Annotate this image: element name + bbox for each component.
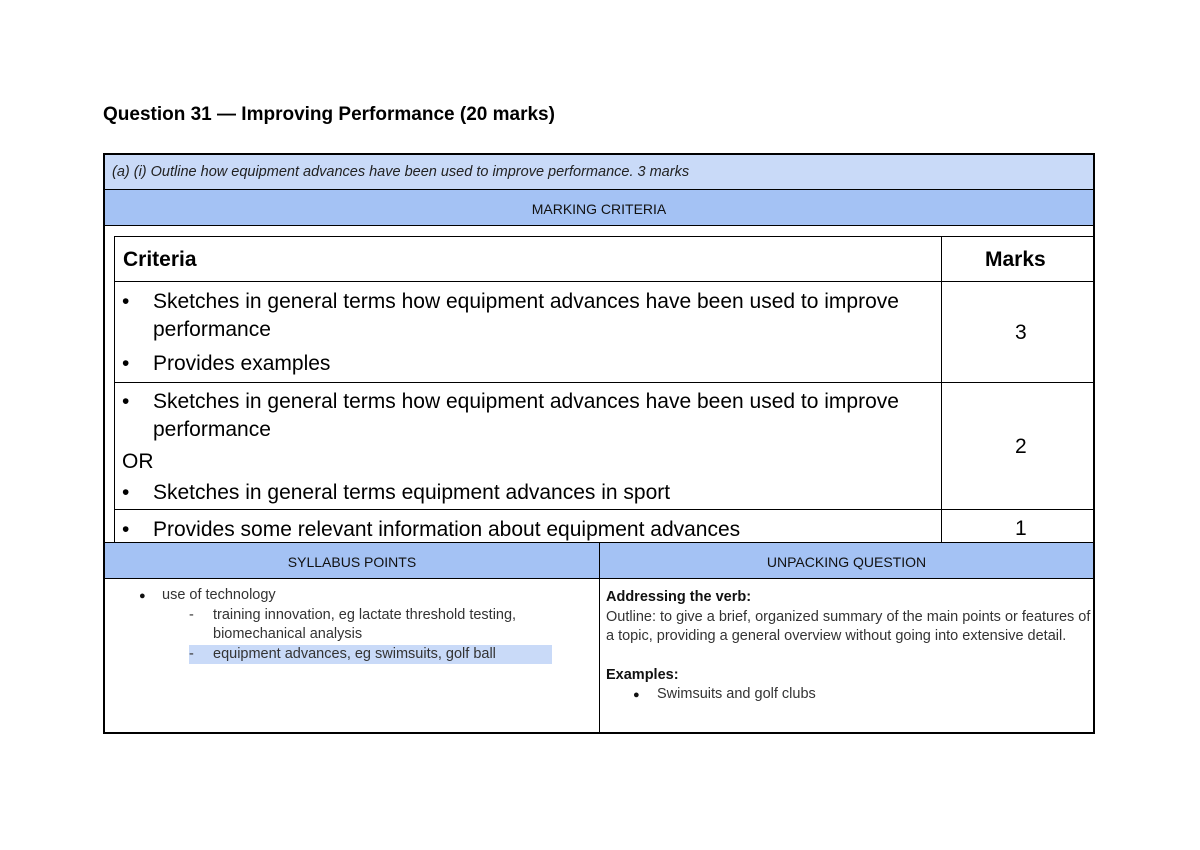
- bullet: ●: [139, 590, 146, 602]
- examples-heading: Examples:: [606, 666, 679, 683]
- marks-column-header: Marks: [985, 248, 1046, 271]
- list-item: [189, 646, 213, 662]
- list-item: [606, 685, 1093, 706]
- mark-value: 2: [1015, 435, 1027, 458]
- list-item: [189, 607, 213, 623]
- verb-definition: Outline: to give a brief, organized summary of the main points or features of a topic, providing a general overview without going into extensive detail.: [606, 608, 1091, 644]
- verb-heading: Addressing the verb:: [606, 589, 752, 605]
- bullet: •: [122, 390, 130, 413]
- question-table: [103, 153, 1095, 734]
- sub-point-line: biomechanical analysis: [213, 626, 363, 642]
- bullet: •: [122, 352, 130, 375]
- criteria-row-2: [122, 388, 923, 507]
- criteria-row-3: [122, 288, 923, 378]
- list-item: [139, 587, 276, 603]
- example-text: Swimsuits and golf clubs: [657, 686, 816, 702]
- marking-criteria-header: MARKING CRITERIA: [105, 190, 1093, 226]
- main-point: use of technology: [162, 587, 276, 603]
- or-connector: OR: [122, 450, 154, 473]
- sub-point-line: training innovation, eg lactate threshold testing,: [213, 607, 517, 623]
- unpacking-header: UNPACKING QUESTION: [766, 554, 927, 570]
- sub-point-line: equipment advances, eg swimsuits, golf ball: [213, 646, 496, 662]
- question-text: (a) (i) Outline how equipment advances have been used to improve performance. 3 marks: [105, 155, 1093, 190]
- criteria-section: [105, 226, 1093, 543]
- bottom-body-row: [105, 579, 1093, 732]
- criteria-row-1: [122, 516, 923, 543]
- criteria-column-header: Criteria: [123, 248, 197, 271]
- criteria-table: [114, 236, 1093, 543]
- criteria-line: Sketches in general terms how equipment advances have been used to improve performance: [153, 390, 899, 441]
- criteria-line: Sketches in general terms equipment advances in sport: [153, 481, 671, 504]
- criteria-line: Provides examples: [153, 352, 331, 375]
- bullet: ●: [633, 689, 640, 701]
- dash: -: [189, 607, 194, 623]
- bottom-header-row: [105, 543, 1093, 579]
- syllabus-points: [105, 579, 600, 732]
- dash: -: [189, 646, 194, 662]
- syllabus-header: SYLLABUS POINTS: [105, 543, 600, 578]
- unpacking-question: [600, 579, 1093, 732]
- bullet: •: [122, 518, 130, 541]
- criteria-line: Sketches in general terms how equipment advances have been used to improve performance: [153, 290, 899, 341]
- bullet: •: [122, 481, 130, 504]
- criteria-line: Provides some relevant information about equipment advances: [153, 518, 741, 541]
- mark-value: 3: [1015, 321, 1027, 344]
- bullet: •: [122, 290, 130, 313]
- page-title: Question 31 — Improving Performance (20 marks): [103, 104, 555, 125]
- mark-value: 1: [1015, 517, 1027, 540]
